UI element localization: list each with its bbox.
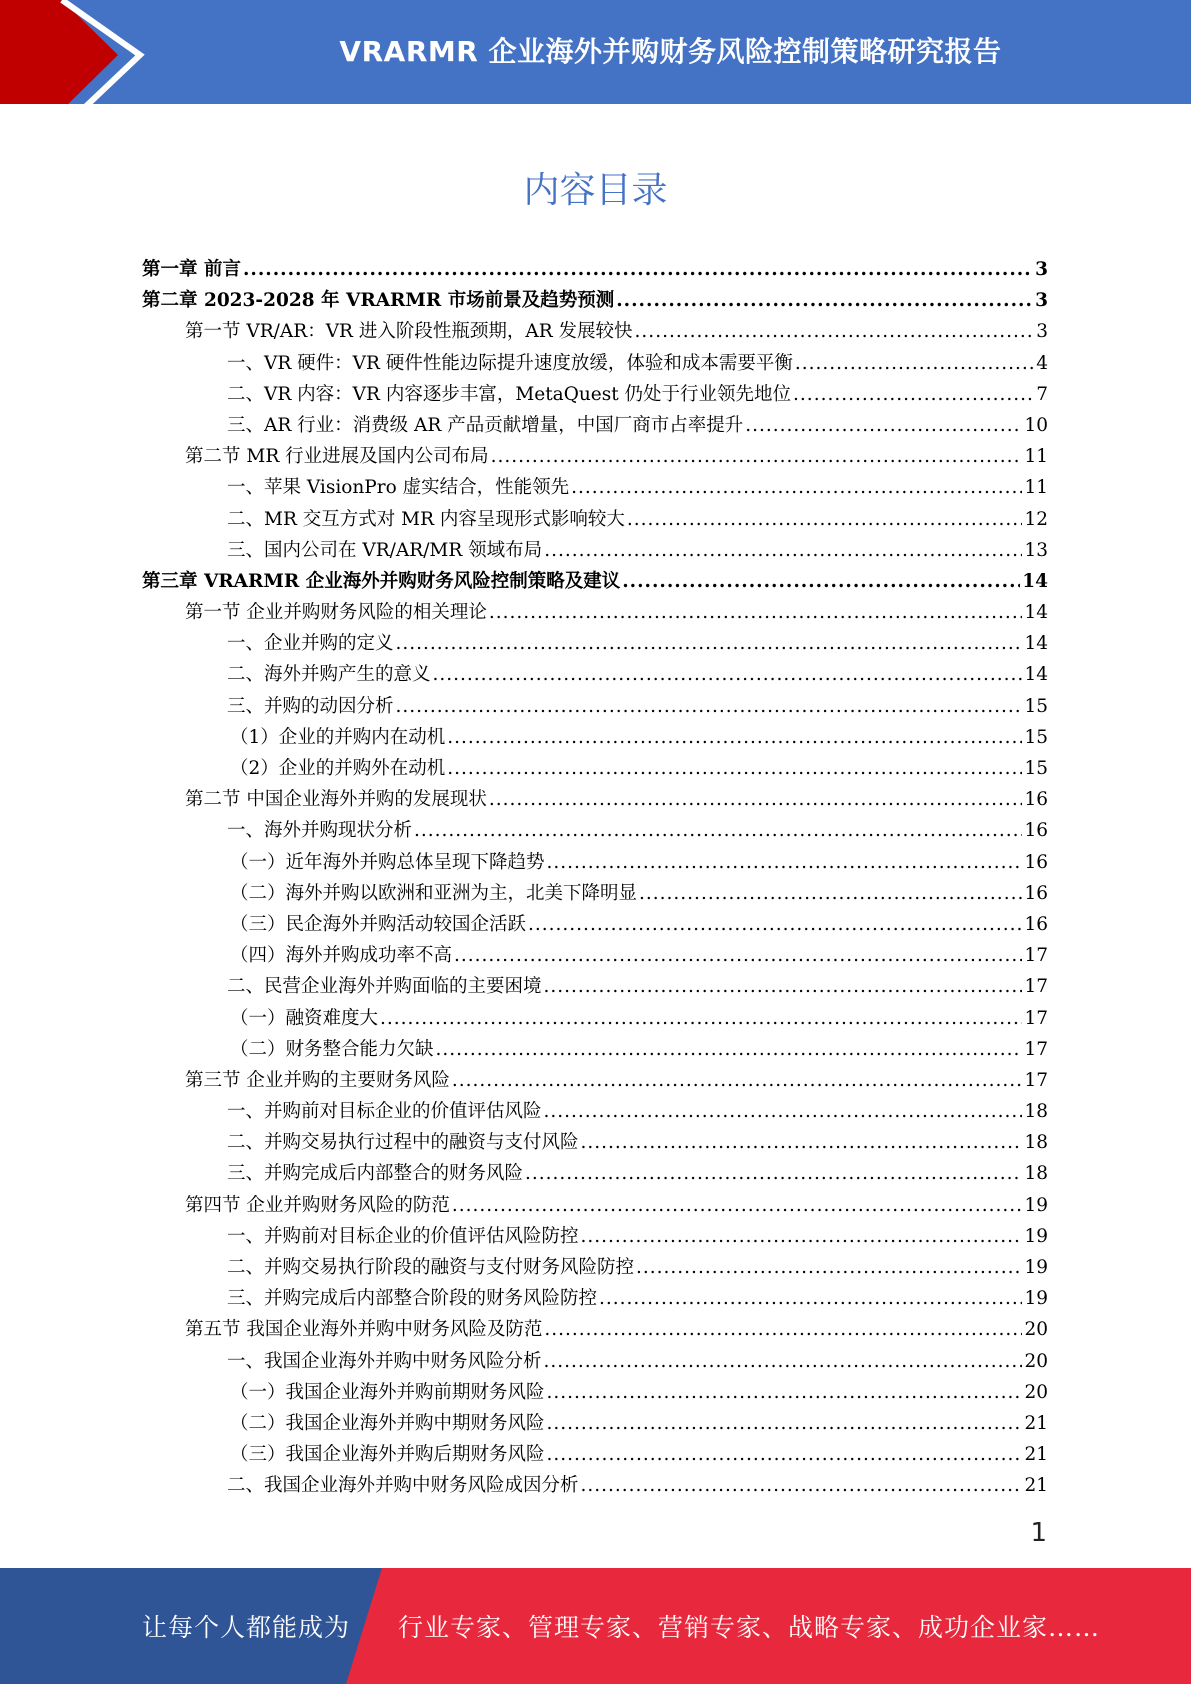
toc-entry[interactable] <box>142 909 1048 940</box>
toc-entry[interactable] <box>142 940 1048 971</box>
toc-entry-page: 16 <box>1024 851 1048 873</box>
toc-entry[interactable] <box>142 535 1048 566</box>
footer-slogan-left: 让每个人都能成为 <box>142 1613 351 1642</box>
toc-entry-page: 17 <box>1024 945 1048 967</box>
toc-entry[interactable] <box>142 472 1048 503</box>
toc-entry-page: 17 <box>1024 1038 1048 1060</box>
toc-dot-leader <box>616 285 1033 316</box>
toc-entry[interactable] <box>142 784 1048 815</box>
toc-entry-page: 16 <box>1024 789 1048 811</box>
toc-entry-page: 15 <box>1024 695 1048 717</box>
page-footer <box>0 1568 1191 1684</box>
toc-entry-page: 18 <box>1024 1163 1048 1185</box>
toc-entry-page: 3 <box>1036 321 1048 343</box>
toc-dot-leader <box>793 379 1034 410</box>
toc-entry[interactable] <box>142 504 1048 535</box>
toc-dot-leader <box>491 441 1023 472</box>
toc-entry-page: 3 <box>1035 259 1048 280</box>
toc-entry[interactable] <box>142 254 1048 285</box>
toc-entry-page: 17 <box>1024 1069 1048 1091</box>
table-of-contents <box>142 254 1048 1502</box>
toc-entry-title: （二）财务整合能力欠缺 <box>230 1038 434 1060</box>
toc-entry[interactable] <box>142 1096 1048 1127</box>
toc-dot-leader <box>525 1158 1022 1189</box>
toc-entry-page: 14 <box>1024 602 1048 624</box>
toc-entry[interactable] <box>142 441 1048 472</box>
toc-entry[interactable] <box>142 659 1048 690</box>
toc-dot-leader <box>454 940 1022 971</box>
toc-dot-leader <box>396 691 1023 722</box>
toc-entry[interactable] <box>142 753 1048 784</box>
toc-entry-page: 21 <box>1024 1475 1048 1497</box>
toc-entry-title: 一、并购前对目标企业的价值评估风险 <box>227 1101 542 1123</box>
toc-entry-page: 10 <box>1024 414 1048 436</box>
toc-entry[interactable] <box>142 348 1048 379</box>
toc-dot-leader <box>544 1346 1023 1377</box>
toc-entry-page: 20 <box>1024 1350 1048 1372</box>
toc-entry[interactable] <box>142 628 1048 659</box>
toc-dot-leader <box>380 1003 1022 1034</box>
toc-entry-page: 12 <box>1024 508 1048 530</box>
toc-dot-leader <box>571 472 1022 503</box>
toc-dot-leader <box>544 971 1023 1002</box>
toc-dot-leader <box>452 1065 1023 1096</box>
toc-dot-leader <box>544 535 1022 566</box>
toc-entry-page: 16 <box>1024 913 1048 935</box>
toc-dot-leader <box>745 410 1022 441</box>
toc-entry[interactable] <box>142 691 1048 722</box>
toc-entry-page: 16 <box>1024 820 1048 842</box>
toc-entry[interactable] <box>142 1252 1048 1283</box>
footer-slogan-right: 行业专家、管理专家、营销专家、战略专家、成功企业家…… <box>398 1613 1101 1642</box>
report-title: VRARMR 企业海外并购财务风险控制策略研究报告 <box>339 35 1002 68</box>
toc-entry-title: 一、苹果 VisionPro 虚实结合，性能领先 <box>227 477 570 499</box>
toc-entry-page: 19 <box>1024 1194 1048 1216</box>
toc-entry-page: 19 <box>1024 1225 1048 1247</box>
toc-entry[interactable] <box>142 878 1048 909</box>
toc-entry-title: 三、并购完成后内部整合阶段的财务风险防控 <box>227 1288 598 1310</box>
toc-entry-title: 三、并购完成后内部整合的财务风险 <box>227 1163 524 1185</box>
toc-dot-leader <box>489 784 1023 815</box>
toc-dot-leader <box>547 847 1023 878</box>
toc-entry-page: 3 <box>1035 290 1048 312</box>
toc-entry-title: （1）企业的并购内在动机 <box>230 726 446 748</box>
toc-entry-page: 11 <box>1024 446 1048 468</box>
toc-entry-title: 第一节 VR/AR：VR 进入阶段性瓶颈期，AR 发展较快 <box>185 321 633 343</box>
toc-entry-title: 二、并购交易执行过程中的融资与支付风险 <box>227 1132 579 1154</box>
toc-entry-page: 17 <box>1024 1007 1048 1029</box>
toc-entry-title: （三）民企海外并购活动较国企活跃 <box>230 913 527 935</box>
toc-entry-title: 第五节 我国企业海外并购中财务风险及防范 <box>185 1319 543 1341</box>
toc-entry-title: （一）融资难度大 <box>230 1007 379 1029</box>
toc-dot-leader <box>581 1127 1023 1158</box>
toc-entry-page: 14 <box>1024 664 1048 686</box>
toc-entry-title: 第二章 2023-2028 年 VRARMR 市场前景及趋势预测 <box>142 290 615 312</box>
toc-entry[interactable] <box>142 1034 1048 1065</box>
toc-entry[interactable] <box>142 1408 1048 1439</box>
toc-entry[interactable] <box>142 815 1048 846</box>
toc-dot-leader <box>581 1470 1023 1501</box>
toc-entry[interactable] <box>142 597 1048 628</box>
toc-entry-page: 18 <box>1024 1132 1048 1154</box>
toc-dot-leader <box>547 1377 1023 1408</box>
toc-entry-title: （一）近年海外并购总体呈现下降趋势 <box>230 851 545 873</box>
toc-entry-page: 14 <box>1024 633 1048 655</box>
toc-entry-page: 15 <box>1024 758 1048 779</box>
toc-entry-title: 二、MR 交互方式对 MR 内容呈现形式影响较大 <box>227 508 625 530</box>
toc-entry[interactable] <box>142 1439 1048 1470</box>
toc-entry-page: 18 <box>1024 1101 1048 1123</box>
toc-dot-leader <box>544 1314 1022 1345</box>
toc-dot-leader <box>627 504 1023 535</box>
toc-dot-leader <box>635 316 1035 347</box>
toc-entry-page: 21 <box>1024 1444 1048 1466</box>
toc-entry-title: 三、并购的动因分析 <box>227 695 394 717</box>
toc-entry[interactable] <box>142 847 1048 878</box>
toc-entry-title: 三、AR 行业：消费级 AR 产品贡献增量，中国厂商市占率提升 <box>227 414 744 436</box>
toc-entry-title: 一、我国企业海外并购中财务风险分析 <box>227 1350 542 1372</box>
toc-entry-page: 21 <box>1024 1412 1048 1434</box>
toc-entry-page: 20 <box>1024 1319 1048 1341</box>
toc-dot-leader <box>528 909 1022 940</box>
toc-entry-title: 第四节 企业并购财务风险的防范 <box>185 1194 450 1216</box>
toc-entry[interactable] <box>142 1470 1048 1501</box>
toc-entry-title: 第三节 企业并购的主要财务风险 <box>185 1069 450 1091</box>
toc-dot-leader <box>581 1221 1023 1252</box>
toc-entry-title: （四）海外并购成功率不高 <box>230 945 453 967</box>
toc-dot-leader <box>489 597 1023 628</box>
toc-entry-page: 19 <box>1024 1257 1048 1278</box>
toc-dot-leader <box>447 753 1022 784</box>
toc-entry-title: （二）海外并购以欧洲和亚洲为主，北美下降明显 <box>230 882 638 904</box>
toc-entry-title: （三）我国企业海外并购后期财务风险 <box>230 1444 545 1466</box>
toc-entry-title: 一、海外并购现状分析 <box>227 820 413 842</box>
toc-entry-page: 13 <box>1024 539 1048 561</box>
toc-entry[interactable] <box>142 566 1048 597</box>
toc-dot-leader <box>447 722 1022 753</box>
toc-entry-title: 二、并购交易执行阶段的融资与支付财务风险防控 <box>227 1257 635 1278</box>
toc-entry-title: 第一章 前言 <box>142 259 241 280</box>
toc-dot-leader <box>639 878 1022 909</box>
toc-dot-leader <box>396 628 1023 659</box>
toc-dot-leader <box>243 254 1033 285</box>
toc-entry[interactable] <box>142 1158 1048 1189</box>
toc-heading: 内容目录 <box>523 170 668 211</box>
toc-entry[interactable] <box>142 1377 1048 1408</box>
toc-entry-page: 15 <box>1024 726 1048 748</box>
toc-entry-page: 20 <box>1024 1381 1048 1403</box>
toc-entry-page: 14 <box>1022 570 1048 592</box>
toc-entry-page: 4 <box>1036 352 1048 374</box>
toc-entry-title: 一、并购前对目标企业的价值评估风险防控 <box>227 1225 579 1247</box>
toc-entry-title: 一、企业并购的定义 <box>227 633 394 655</box>
toc-entry-title: 第二节 MR 行业进展及国内公司布局 <box>185 446 489 468</box>
toc-entry-title: （二）我国企业海外并购中期财务风险 <box>230 1412 545 1434</box>
toc-entry-page: 19 <box>1024 1288 1048 1310</box>
toc-entry[interactable] <box>142 1190 1048 1221</box>
toc-entry-title: 第一节 企业并购财务风险的相关理论 <box>185 602 487 624</box>
toc-entry-title: 二、民营企业海外并购面临的主要困境 <box>227 976 542 998</box>
toc-dot-leader <box>547 1408 1023 1439</box>
toc-entry-title: 二、VR 内容：VR 内容逐步丰富，MetaQuest 仍处于行业领先地位 <box>227 383 792 405</box>
toc-entry-title: （一）我国企业海外并购前期财务风险 <box>230 1381 545 1403</box>
toc-entry[interactable] <box>142 1346 1048 1377</box>
toc-dot-leader <box>636 1252 1022 1283</box>
toc-entry[interactable] <box>142 316 1048 347</box>
toc-dot-leader <box>795 348 1034 379</box>
toc-dot-leader <box>547 1439 1023 1470</box>
toc-entry[interactable] <box>142 1221 1048 1252</box>
toc-entry[interactable] <box>142 1127 1048 1158</box>
toc-entry-title: 第三章 VRARMR 企业海外并购财务风险控制策略及建议 <box>142 570 621 592</box>
toc-entry[interactable] <box>142 1065 1048 1096</box>
toc-entry-page: 7 <box>1036 383 1048 405</box>
toc-dot-leader <box>433 659 1023 690</box>
toc-entry[interactable] <box>142 1003 1048 1034</box>
toc-entry[interactable] <box>142 1314 1048 1345</box>
page-header <box>0 0 1191 110</box>
toc-dot-leader <box>436 1034 1023 1065</box>
toc-entry[interactable] <box>142 1283 1048 1314</box>
toc-entry[interactable] <box>142 410 1048 441</box>
toc-dot-leader <box>622 566 1020 597</box>
toc-entry-title: 一、VR 硬件：VR 硬件性能边际提升速度放缓，体验和成本需要平衡 <box>227 352 793 374</box>
toc-entry-page: 11 <box>1024 477 1048 499</box>
toc-entry-title: 二、海外并购产生的意义 <box>227 664 431 686</box>
toc-dot-leader <box>414 815 1022 846</box>
toc-dot-leader <box>599 1283 1022 1314</box>
toc-entry-title: （2）企业的并购外在动机 <box>230 758 446 779</box>
toc-dot-leader <box>452 1190 1023 1221</box>
toc-entry-title: 三、国内公司在 VR/AR/MR 领域布局 <box>227 539 543 561</box>
toc-entry-title: 第二节 中国企业海外并购的发展现状 <box>185 789 487 811</box>
toc-entry[interactable] <box>142 971 1048 1002</box>
toc-entry-page: 16 <box>1024 882 1048 904</box>
page-number: 1 <box>1030 1518 1047 1548</box>
toc-entry-page: 17 <box>1024 976 1048 998</box>
toc-entry[interactable] <box>142 379 1048 410</box>
toc-entry[interactable] <box>142 722 1048 753</box>
toc-dot-leader <box>544 1096 1023 1127</box>
toc-entry[interactable] <box>142 285 1048 316</box>
toc-entry-title: 二、我国企业海外并购中财务风险成因分析 <box>227 1475 579 1497</box>
